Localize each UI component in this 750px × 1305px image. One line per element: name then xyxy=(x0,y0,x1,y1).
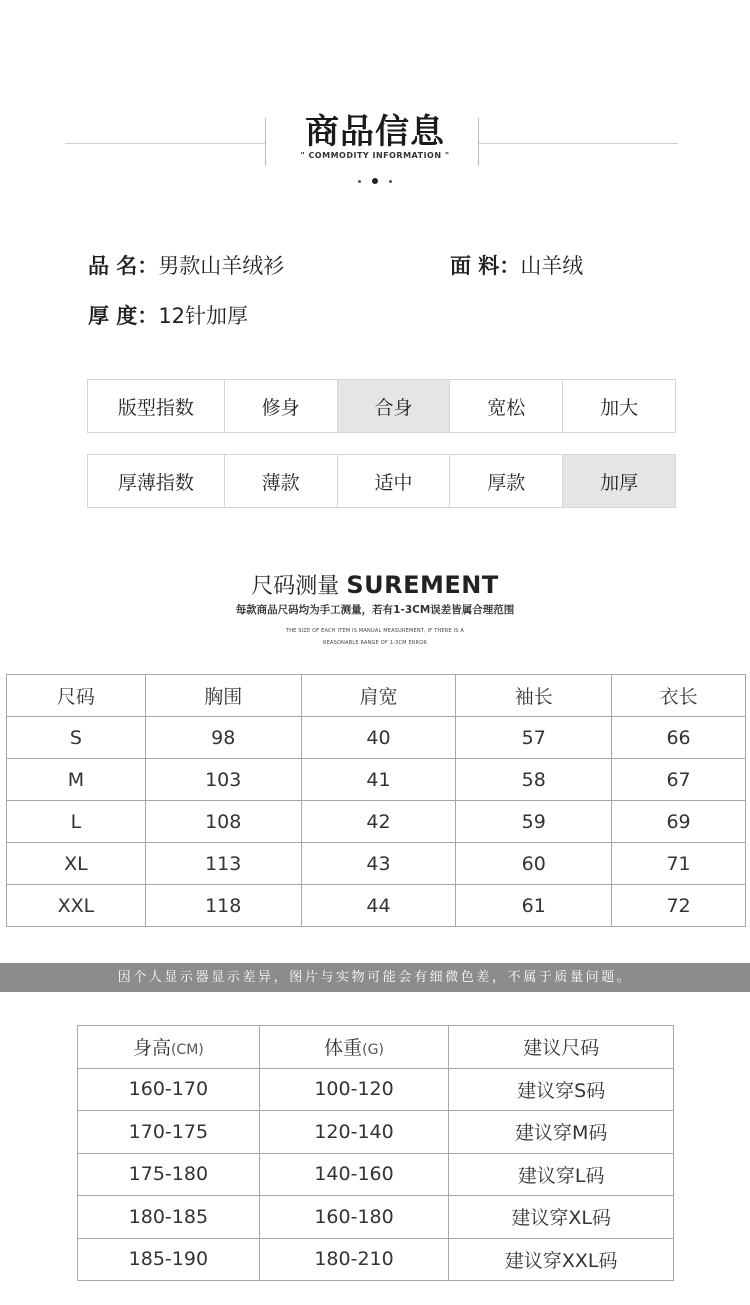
table-cell: 67 xyxy=(612,759,746,801)
table-cell: 180-185 xyxy=(78,1196,260,1239)
header-label: 身高 xyxy=(132,1037,171,1060)
table-row xyxy=(78,1196,674,1239)
measurement-title xyxy=(0,569,750,600)
table-header-cell xyxy=(449,1026,674,1069)
table-cell: M xyxy=(7,759,146,801)
page-subtitle: " COMMODITY INFORMATION " xyxy=(300,151,450,160)
table-cell: 160-170 xyxy=(78,1068,260,1111)
table-cell: S xyxy=(7,717,146,759)
info-value: 12针加厚 xyxy=(158,304,249,328)
measurement-title-en: SUREMENT xyxy=(346,571,499,599)
thickness-option: 厚款 xyxy=(449,455,562,507)
table-row xyxy=(7,759,746,801)
table-cell: XXL xyxy=(7,885,146,927)
table-cell: 42 xyxy=(301,801,456,843)
fit-option: 宽松 xyxy=(449,380,562,432)
dot-icon xyxy=(358,180,361,183)
header-label: 建议尺码 xyxy=(523,1037,600,1060)
info-label: 面 料： xyxy=(450,254,521,278)
table-cell: 40 xyxy=(301,717,456,759)
table-cell: XL xyxy=(7,843,146,885)
thickness-option: 加厚 xyxy=(562,455,675,507)
table-header-cell xyxy=(78,1026,260,1069)
table-cell: 44 xyxy=(301,885,456,927)
table-cell: L xyxy=(7,801,146,843)
table-row xyxy=(78,1111,674,1154)
table-cell: 建议穿S码 xyxy=(449,1068,674,1111)
measurement-subtitle: 每款商品尺码均为手工测量，若有1-3CM误差皆属合理范围 xyxy=(235,604,515,616)
table-cell: 建议穿M码 xyxy=(449,1111,674,1154)
info-label: 品 名： xyxy=(88,254,159,278)
table-cell: 113 xyxy=(145,843,301,885)
table-header-cell: 袖长 xyxy=(456,675,612,717)
table-header-cell: 尺码 xyxy=(7,675,146,717)
fit-index-table xyxy=(87,379,676,433)
page-title: 商品信息 xyxy=(305,112,445,152)
table-row xyxy=(78,1238,674,1281)
table-cell: 61 xyxy=(456,885,612,927)
recommend-size-table xyxy=(77,1025,674,1281)
info-label: 厚 度： xyxy=(88,304,159,328)
table-cell: 160-180 xyxy=(259,1196,449,1239)
table-row xyxy=(78,1153,674,1196)
info-thickness xyxy=(88,300,248,330)
size-table xyxy=(6,674,746,927)
table-cell: 103 xyxy=(145,759,301,801)
table-cell: 建议穿XL码 xyxy=(449,1196,674,1239)
table-cell: 140-160 xyxy=(259,1153,449,1196)
table-cell: 43 xyxy=(301,843,456,885)
table-cell: 100-120 xyxy=(259,1068,449,1111)
table-cell: 118 xyxy=(145,885,301,927)
measurement-title-cn: 尺码测量 xyxy=(251,574,340,599)
table-header-cell: 衣长 xyxy=(612,675,746,717)
table-row xyxy=(7,843,746,885)
table-cell: 72 xyxy=(612,885,746,927)
table-cell: 建议穿XXL码 xyxy=(449,1238,674,1281)
table-cell: 175-180 xyxy=(78,1153,260,1196)
table-cell: 59 xyxy=(456,801,612,843)
fit-option: 修身 xyxy=(224,380,337,432)
table-header-row xyxy=(7,675,746,717)
table-cell: 170-175 xyxy=(78,1111,260,1154)
table-header-cell: 胸围 xyxy=(145,675,301,717)
header-label: 体重 xyxy=(324,1037,363,1060)
info-product-name xyxy=(88,250,284,280)
thickness-index-label: 厚薄指数 xyxy=(117,471,194,494)
table-cell: 71 xyxy=(612,843,746,885)
thickness-option: 薄款 xyxy=(224,455,337,507)
table-header-cell xyxy=(259,1026,449,1069)
dot-icon xyxy=(389,180,392,183)
fit-index-label: 版型指数 xyxy=(117,396,194,419)
header-unit: (CM) xyxy=(170,1042,204,1059)
table-cell: 57 xyxy=(456,717,612,759)
header-unit: (G) xyxy=(362,1042,384,1059)
table-cell: 98 xyxy=(145,717,301,759)
table-cell: 60 xyxy=(456,843,612,885)
info-fabric xyxy=(450,250,583,280)
thickness-option: 适中 xyxy=(337,455,450,507)
table-cell: 120-140 xyxy=(259,1111,449,1154)
info-value: 山羊绒 xyxy=(520,254,584,278)
notice-bar: 因个人显示器显示差异，图片与实物可能会有细微色差，不属于质量问题。 xyxy=(0,963,750,992)
measurement-note-en: REASONABLE RANGE OF 1-3CM ERROR xyxy=(322,640,428,646)
table-cell: 185-190 xyxy=(78,1238,260,1281)
fit-option: 合身 xyxy=(337,380,450,432)
table-cell: 建议穿L码 xyxy=(449,1153,674,1196)
table-cell: 58 xyxy=(456,759,612,801)
table-cell: 66 xyxy=(612,717,746,759)
dots-ornament xyxy=(0,178,750,184)
table-cell: 69 xyxy=(612,801,746,843)
dot-icon xyxy=(372,178,378,184)
info-value: 男款山羊绒衫 xyxy=(158,254,285,278)
table-cell: 108 xyxy=(145,801,301,843)
table-row xyxy=(78,1068,674,1111)
table-row xyxy=(7,885,746,927)
table-cell: 41 xyxy=(301,759,456,801)
measurement-note-en: THE SIZE OF EACH ITEM IS MANUAL MEASUREMENT, IF THERE IS A xyxy=(285,628,465,634)
table-header-cell: 肩宽 xyxy=(301,675,456,717)
header-section xyxy=(0,0,750,200)
table-cell: 180-210 xyxy=(259,1238,449,1281)
table-row xyxy=(7,801,746,843)
table-header-row xyxy=(78,1026,674,1069)
table-row xyxy=(7,717,746,759)
thickness-index-table xyxy=(87,454,676,508)
fit-option: 加大 xyxy=(562,380,675,432)
